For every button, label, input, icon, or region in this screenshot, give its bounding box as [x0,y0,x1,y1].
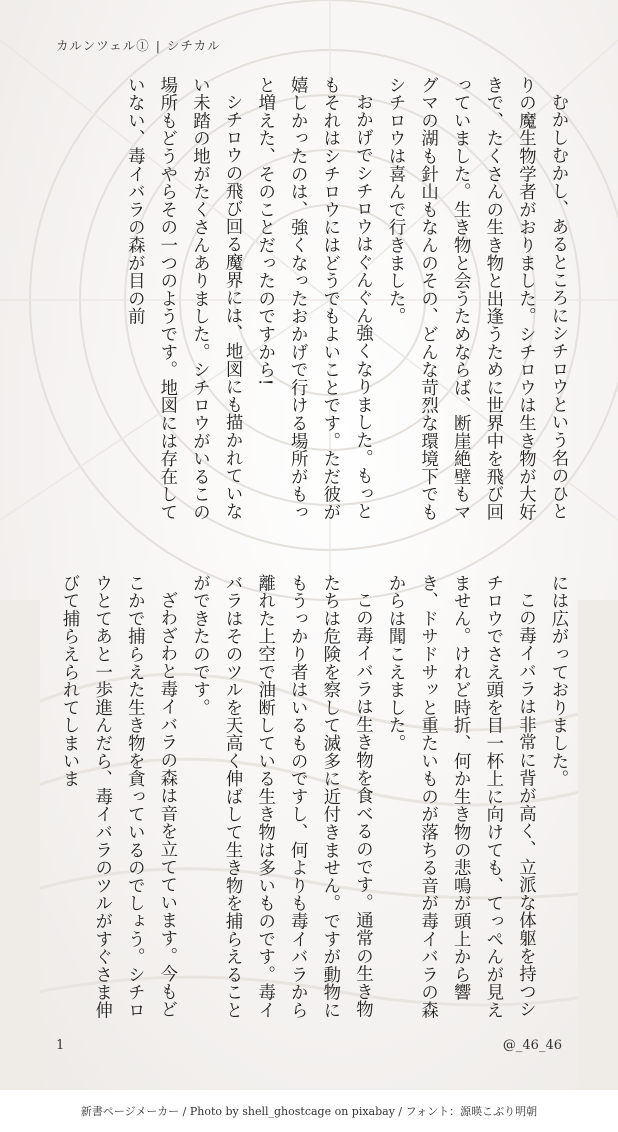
text-block-upper [42,76,574,528]
header-separator: | [155,38,161,53]
paragraph: ざわざわと毒イバラの森は音を立てています。今もどこかで捕らえた生き物を貪っているのでしょう。シチロウとてあと一歩進んだら、毒イバラのツルがすぐさま伸びて捕らえられてしまいま [59,574,177,1019]
paragraph: むかしむかし、あるところにシチロウという名のひとりの魔生物学者がおりました。シチロウは生き物が大好きで、たくさんの生き物と出逢うために世界中を飛び回っていました。生き物と会うためならば、断崖絶壁もマグマの湖も針山もなんのその、どんな苛烈な環境下でもシチロウは喜んで行きました。 [385,76,568,521]
paragraph: この毒イバラは非常に背が高く、立派な体躯を持つシチロウでさえ頭を目一杯上に向けても、てっぺんが見えません。けれど時折、何か生き物の悲鳴が頭上から響き、ドサドサッと重たいものが落ちる音が毒イバラの森からは聞こえました。 [385,574,536,1019]
series-title: カルンツェル① [56,38,150,53]
paragraph: この毒イバラは生き物を食べるのです。通常の生き物たちは危険を察して滅多に近付きません。ですが動物にもうっかり者はいるものですし、何よりも毒イバラから離れた上空で油断している生き物は多いものです。毒イバラはそのツルを天高く伸ばして生き物を捕らえることができたのです。 [189,574,373,1019]
page-number: 1 [56,1038,65,1053]
chapter-title: シチカル [166,38,221,53]
text-block-lower [42,574,574,1024]
author-handle: @_46_46 [502,1038,562,1053]
paragraph: には広がっておりました。 [548,574,568,788]
credit-line: 新書ページメーカー / Photo by shell_ghostcage on pixabay / フォント：源暎こぶり明朝 [80,1105,538,1118]
paragraph: シチロウの飛び回る魔界には、地図にも描かれていない未踏の地がたくさんありました。シチロウがいるこの場所もどうやらその一つのようです。地図には存在していない、毒イバラの森が目の前 [124,76,243,521]
paragraph: おかげでシチロウはぐんぐん強くなりました。もっともそれはシチロウにはどうでもよいことです。ただ彼が嬉しかったのは、強くなったおかげで行ける場所がもっと増えた、そのことだったのですから! [254,76,373,521]
running-header [56,36,221,54]
